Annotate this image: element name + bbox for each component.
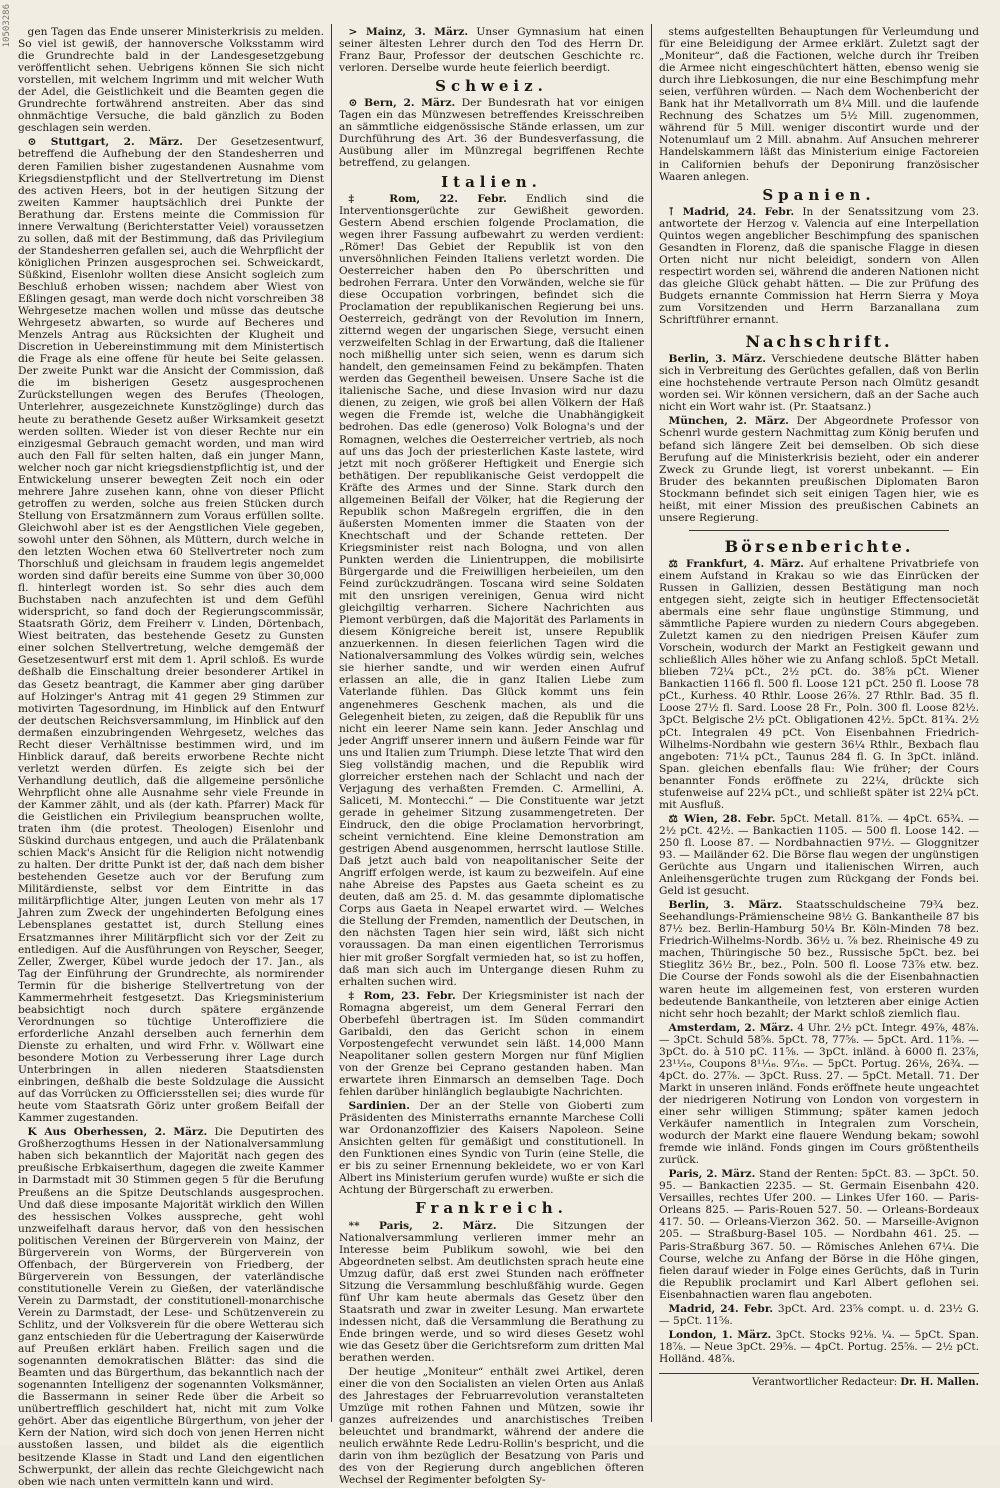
article-text: Der Bundesrath hat vor einigen Tagen ein das Münzwesen betreffendes Kreisschreiben an sämmtliche eidgenössische Stände erlassen, um zur Durchführung des Art. 36 der Bundesverfassung, die Ausübung aller im Münzregal begriffenen Rechte betreffend, zu gelangen. [339,97,644,170]
section-heading-boersenberichte: Börsenberichte. [724,536,914,556]
section-heading-nachschrift: Nachschrift. [745,332,893,352]
article-paragraph [339,1220,644,1365]
dateline: Berlin, 3. März. [668,899,783,912]
article-text: In der Senatssitzung vom 23. antwortete der Herzog v. Valencia auf eine Interpellation Quintos wegen angeblicher Beschimpfung des spanischen Gesandten in Florenz, daß die spanische Flagge in diesen Orten nicht nur nicht beleidigt, sondern von Allen respectirt worden sei, während die anderen Nationen nicht das gleiche Glück gehabt hätten. — Die zur Prüfung des Budgets ernannte Commission hat Herrn Sierra y Moya zum Vorsitzenden und Herrn Barzanallana zum Schriftführer ernannt. [659,205,979,327]
section-heading-frankreich: Frankreich. [415,1199,568,1218]
article-text: Die Sitzungen der Nationalversammlung verlieren immer mehr an Interesse beim Publikum sowohl, wie bei den Abgeordneten selbst. Am deutlichsten sprach heute eine Umzug dafür, daß erst zwei Stunden nach eröffneter Sitzung die Versammlung beschlußfähig wurde. Gegen fünf Uhr kam heute abermals das Gesetz über den Staatsrath und zwar in zweiter Lesung. Man erwartete indessen nicht, daß die Versammlung die Berathung zu Ende bringen werde, und so wird dieses Gesetz wohl wie das Gesetz über die Gerichtsreform zum dritten Mal berathen werden. [339,1219,644,1365]
article-paragraph [659,1168,979,1301]
section-heading-spanien: Spanien. [762,185,876,204]
article-paragraph [339,97,644,169]
article-paragraph [659,1022,979,1167]
article-text: 5pCt. Metall. 81⅞. — 4pCt. 65¾. — 2½ pCt. 42½. — Bankactien 1105. — 500 fl. Loose 142. — 250 fl. Loose 87. — Nordbahnactien 97½. — Gloggnitzer 93. — Mailänder 62. Die Börse flau wegen der ungünstigen Gerüchte aus Ungarn und italienischen Wirren, auch Anleihensgerüchte trugen zum Rückgang der Fonds bei. Geld ist gesucht. [659,812,979,898]
dateline: ⊙ Stuttgart, 2. März. [27,136,183,149]
dateline: ‡ Rom, 22. Febr. [348,192,507,205]
column-3 [659,26,979,1422]
article-paragraph [339,990,644,1098]
dateline: München, 2. März. [668,415,789,428]
article-paragraph [659,206,979,326]
dateline: ⊺ Madrid, 24. Febr. [668,205,795,218]
signature-label: Verantwortlicher Redacteur: [752,1376,898,1388]
dateline: Madrid, 24. Febr. [668,1302,774,1315]
dateline: ⚖ Frankfurt, 4. März. [668,557,804,570]
article-paragraph [659,558,979,811]
dateline: Sardinien. [348,1100,410,1113]
column-2 [339,26,644,1487]
dateline: ⊙ Bern, 2. März. [348,97,456,110]
dateline: ⚖ Wien, 28. Febr. [668,812,776,825]
article-paragraph [659,415,979,523]
article-paragraph [339,1100,644,1196]
article-text: 3pCt. Stocks 92⅛. ¼. — 5pCt. Span. 18⅞. — Neue 3pCt. 29⅝. — 4pCt. Portug. 25⅝. — 2½ pCt. Holländ. 48⅞. [659,1328,979,1365]
article-text: Verschiedene deutsche Blätter haben sich in Verbreitung des Gerüchtes gefallen, daß von Berlin eine hochstehende vertraute Person nach Olmütz gesandt worden sei. Wir können versichern, daß an der Sache auch nicht ein Wort wahr ist. (Pr. Staatsanz.) [659,353,980,414]
article-text: 3pCt. Ard. 23⅝ compt. u. d. 23½ G. — 5pCt. 11⅝. [659,1302,979,1327]
dateline: Berlin, 3. März. [668,353,766,366]
article-paragraph [339,193,644,988]
scan-id: 10503286 [2,4,12,48]
article-paragraph: gen Tagen das Ende unserer Ministerkrisis zu melden. So viel ist gewiß, der hannoversche Volksstamm wird die Grundrechte bald in der Landesgesetzgebung veröffentlicht sehen. Uebrigens können Sie sich nicht vorstellen, mit welchem Ingrimm und mit welcher Wuth der Adel, die Geistlichkeit und die Beamten gegen die Grundrechte fortwährend anstreiten. Aber das sind ohnmächtige Versuche, die bald gänzlich zu Boden geschlagen sein werden. [18,26,324,135]
article-text: Staatsschuldscheine 79¾ bez. Seehandlungs-Prämienscheine 98½ G. Bankantheile 87 bis 87½ bez. Berlin-Hamburg 50¼ Br. Köln-Minden 78 bez. Friedrich-Wilhelms-Nordb. 36½ u. ⅞ bez. Rheinische 49 zu machen, Thüringische 50 bez., Russische 5pCt. bez. bei Stieglitz 36½ Br., bez., Poln. 500 fl. Loose 73⅞ etw. bez. Die Course der Fonds sowohl als die der Eisenbahnactien waren heute im allgemeinen fest, von ersteren wurden bedeutende Bankantheile, von letzteren aber einige Actien nicht sehr hoch bezahlt; der Markt schloß ziemlich flau. [659,899,979,1020]
article-paragraph [18,1126,324,1487]
column-1 [18,26,324,1488]
signature-name: Dr. H. Mallen. [900,1376,979,1388]
article-text: Auf erhaltene Privatbriefe von einem Aufstand in Krakau so wie das Einrücken der Russen in Gallizien, dessen Bestätigung man noch entgegen sieht, zeigte sich in heutiger Effectensocietät abermals eine sehr flaue ungünstige Stimmung, und sämmtliche Papiere wurden zu niedern Cours abgegeben. Zuletzt kamen zu den niedrigen Preisen Käufer zum Vorschein, wodurch der Markt an Festigkeit gewann und schließlich Alles höher wie zu Anfang schloß. 5pCt Metall. blieben 72¼ pCt., 2½ pCt. do. 38⅝ pCt. Wiener Bankactien 1166 fl. 500 fl. Loose 121 pCt. 250 fl. Loose 78 pCt., Kurhess. 40 Rthlr. Loose 26⅞. 27 Rthlr. Bad. 35 fl. Loose 27½ fl. Sard. Loose 28 Fr., Poln. 300 fl. Loose 82½. 3pCt. Belgische 2½ pCt. Obligationen 42½. 5pCt. 81¾. 2½ pCt. Integralen 49 pCt. Von Eisenbahnen Friedrich-Wilhelms-Nordbahn wie gestern 36¼ Rthlr., Bexbach flau angeboten: 71¼ pCt., Taunus 284 fl. G. In 3pCt. inländ. Span. gleichen ebenfalls flau: Wie früher; der Cours benannter Fonds eröffnete zu 22¼, drückte sich stufenweise auf 22¼ pCt., und schließt später ist 22¼ pCt. mit Ausfluß. [659,557,979,811]
dateline: Paris, 2. März. [668,1168,756,1181]
article-text: 4 Uhr. 2½ pCt. Integr. 49⅞, 48⅞. — 3pCt. Schuld 58⅝. 5pCt. 78, 77⅝. — 5pCt. Ard. 11⅝. — 3pCt. do. à 510 pC. 11⅝. — 3pCt. inländ. à 6000 fl. 23⅞, 23¹¹⁄₁₆, Coupons 8¹¹⁄₁₆. 9⁷⁄₁₆. — 5pCt. Portug. 26⅛, 26¾. — 4pCt. do. 27⅞. — 3pCt. Russ. 27. — 5pCt. Metall. 71. Der Markt in unseren inländ. Fonds eröffnete heute ungeachtet der niedrigeren Notirung von London von vorgestern in einer sehr willigen Stimmung; später kamen jedoch Verkäufer namentlich in Integralen zum Vorschein, wodurch der Markt eine flauere Wendung bekam; sowohl fremde wie inländ. Fonds gingen im Cours größtentheils zurück. [659,1021,979,1167]
article-paragraph [339,26,644,74]
article-paragraph [659,1303,979,1327]
article-paragraph [18,136,324,1124]
dateline: Amsterdam, 2. März. [668,1021,794,1034]
article-paragraph: Der heutige „Moniteur“ enthält zwei Artikel, deren einer die von den Socialisten an vielen Orten aus Anlaß des Jahrestages der Februarrevolution veranstalteten Umzüge mit rothen Fahnen und Mützen, sowie ihr ganzes aufreizendes und anarchistisches Treiben beleuchtet und brandmarkt, während der andere die neulich erwähnte Rede Ledru-Rollin's bespricht, und die darin von ihm bezüglich der Besatzung von Paris und des von der Regierung durch angeblichen öfteren Wechsel der Regimenter befolgten Sy- [339,1366,644,1487]
column-rule [331,24,332,1422]
column-rule [651,24,652,1422]
dateline: London, 1. März. [668,1328,772,1341]
article-text: Der an der Stelle von Gioberti zum Präsidenten des Ministerraths ernannte Marchese Colli war Ordonanzoffizier des Kaisers Napoleon. Seine Ansichten gelten für gemäßigt und constitutionell. In den Funktionen eines Syndic von Turin (eine Stelle, die er bis zu seiner Ernennung bekleidete, wo er von Karl Albert ins Ministerium gerufen wurde) wußte er sich die Achtung der Bürgerschaft zu erwerben. [339,1100,644,1197]
article-paragraph [659,1329,979,1365]
article-paragraph [659,813,979,897]
article-paragraph: stems aufgestellten Behauptungen für Verleumdung und für eine Beleidigung der Armee erklärt. Zuletzt sagt der „Moniteur“, daß die Factionen, welche durch ihr Treiben die Armee nicht eingeschüchtert hätten, ebenso wenig sie durch ihre Liebkosungen, die nur eine Beschimpfung mehr seien, verführen würden. — Nach dem Wochenbericht der Bank hat ihr Metallvorrath um 8¼ Mill. und die laufende Rechnung des Schatzes um 5½ Mill. zugenommen, während für 5 Mill. weniger discontirt wurde und der Notenumlauf um 2 Mill. abnahm. Auf Ansuchen mehrerer Handelskammern läßt das Ministerium einige Factoreien in Californien behufs der Deponirung französischer Waaren anlegen. [659,26,979,183]
dateline: ** Paris, 2. März. [348,1219,497,1232]
article-text: Die Deputirten des Großherzogthums Hessen in der Nationalversammlung haben sich bekanntlich der Majorität nach gegen des preußische Erbkaiserthum, dagegen die zweite Kammer in Darmstadt mit 30 Stimmen gegen 5 für die Berufung Preußens an die Spitze Deutschlands ausgesprochen. Und daß diese imposante Majorität wirklich den Willen des hessischen Volkes ausspreche, geht wohl unzweifelhaft daraus hervor, daß von den hessischen politischen Vereinen der Bürgerverein von Mainz, der Bürgerverein von Worms, der Bürgerverein von Offenbach, der Bürgerverein von Friedberg, der Bürgerverein von Bessungen, der vaterländische constitutionelle Verein zu Gießen, der vaterländische Verein zu Darmstadt, der constitutionell-monarchische Verein zu Darmstadt, der Lese- und Schützenverein zu Schlitz, und der Volksverein für die obere Wetterau sich ganz entschieden für die Uebertragung der Kaiserwürde auf Preußen erklärt haben. Freilich sagen und die sogenannten demokratischen Blätter: das sind die Beamten und das Bürgerthum, das bekanntlich nach der sogenannten Intelligenz der sogenannten Volksmänner, die Bassermann in seiner Rede über die Arbeit so unübertrefflich geschildert hat, nicht mit zum Volke gehört. Aber das eigentliche Bürgerthum, von jeher der Kern der Nation, wird sich doch von jenen Herren nicht ausstoßen lassen, und bildet als die eigentlich besitzende Klasse in Stadt und Land den eigentlichen Schwerpunkt, der allein das rechte Gleichgewicht nach oben wie nach unten vermitteln kann und wird. [18,1126,324,1488]
divider [689,530,949,531]
article-text: Der Kriegsminister ist nach der Romagna abgereist, um dem General Ferrari den Oberbefehl übertragen ist. Im Süden commandirt Garibaldi, den das Gericht schon in einem Vorpostengefecht verwundet sein läßt. 14,000 Mann Neapolitaner sollen gestern Morgen nur fünf Miglien von der Grenze bei Ceprano gestanden haben. Man erwartete ihren Einmarsch an demselben Tage. Doch fehlen darüber hinlänglich beglaubigte Nachrichten. [339,989,644,1099]
article-text: Endlich sind die Interventionsgerüchte zur Gewißheit geworden. Gestern Abend erschien folgende Proclamation, die wegen ihrer Fassung aufbewahrt zu werden verdient: „Römer! Das Gebiet der Republik ist von den unversöhnlichen Feinden Italiens verletzt worden. Die Oesterreicher haben den Po überschritten und bedrohen Ferrara. Unter den Vorwänden, welche sie für diese Occupation vorbringen, befindet sich die Proclamation der republikanischen Regierung bei uns. Oesterreich, gedrängt von der Revolution im Innern, zitternd wegen der ungarischen Siege, versucht einen verzweifelten Schlag in der Erwartung, daß die Italiener noch mißhellig unter sich seien, wenn es darum sich handelt, den gemeinsamen Feind zu bekämpfen. Thaten werden das Gegentheil beweisen. Unsere Sache ist die italienische Sache, und diese Invasion wird nur dazu dienen, zu zeigen, wie groß bei allen Völkern der Haß wegen die Fremde ist, welche die Unabhängigkeit bedrohen. Das edle (generoso) Volk Bologna's und der Romagnen, welches die Oesterreicher vertrieb, als noch auf uns das Joch der priesterlichen Kaste lastete, wird jetzt mit noch größerer Heftigkeit und Energie sich bethätigen. Der republikanische Geist verdoppelt die Kräfte des Armes und der Sinne. Stark durch den allgemeinen Beifall der Völker, hat die Regierung der Republik schon Maßregeln ergriffen, die in den äußersten Momenten immer die Staaten von der Knechtschaft und der Schande retteten. Der Kriegsminister reist nach Bologna, und von allen Punkten werden die Linientruppen, die mobilisirte Bürgergarde und die Freiwilligen herbeieilen, um den Feind zurückzudrängen. Toscana wird seine Soldaten mit den unsrigen vereinigen, Genua wird nicht gleichgiltig verharren. Sichere Nachrichten aus Piemont verbürgen, daß die Majorität des Parlaments in diesem Königreiche bereit ist, unsere Republik anzuerkennen. In diesen feierlichen Tagen wird die Nationalversammlung des Volkes würdig sein, welches sie hierher sandte, und wir werden einen Aufruf erlassen an alle, die in ganz Italien Liebe zum Vaterlande fühlen. Das Glück kommt uns fein angenehmeres Geschenk machen, als und die Gelegenheit bieten, zu zeigen, daß die Republik für uns nicht ein leerer Name sein kann. Jeder Anschlag und jeder Angriff unserer innern und äußern Feinde war für uns und Italien zum Triumph. Diese letzte That wird den Sieg vollständig machen, und die Republik wird glorreicher erstehen nach der Schlacht und nach der Verjagung des verhaßten Fremden. C. Armellini, A. Saliceti, M. Montecchi.“ — Die Constituente war jetzt gerade in geheimer Sitzung zusammengetreten. Der Eindruck, den die obige Proclamation hervorbringt, scheint vernichtend. Eine kleine Demonstration am gestrigen Abend ausgenommen, herrscht lautlose Stille. Daß jetzt auch bald von neapolitanischer Seite der Angriff erfolgen werde, ist kaum zu bezweifeln. Auf eine nahe Abreise des Papstes aus Gaeta scheint es zu deuten, daß am 25. d. M. das gesammte diplomatische Corps aus Gaeta in Neapel erwartet wird. — Welches die Stellung der Fremden, namentlich der Deutschen, in den nächsten Tagen hier sein wird, läßt sich nicht voraussagen. Da man einen eigentlichen Terrorismus hier mit großer Sorgfalt vermieden hat, so ist zu hoffen, daß man sich auch im Untergange diesen Ruhm zu erhalten suchen wird. [339,192,644,988]
article-text: Stand der Renten: 5pCt. 83. — 3pCt. 50. 95. — Bankactien 2235. — St. Germain Eisenbahn 420. Versailles, rechtes Ufer 200. — Linkes Ufer 160. — Paris-Orleans 825. — Paris-Rouen 527. 50. — Orleans-Bordeaux 417. 50. — Orleans-Vierzon 362. 50. — Marseille-Avignon 205. — Straßburg-Basel 105. — Nordbahn 461. 25. — Paris-Straßburg 367. 50. — Römisches Anlehen 67¼. Die Course, welche zu Anfang der Börse in die Höhe gingen, fielen darauf wieder in Folge eines Gerüchts, daß in Turin die Republik proclamirt und Karl Albert geflohen sei. Eisenbahnactien waren flau angeboten. [659,1168,979,1301]
section-heading-italien: Italien. [441,172,542,191]
article-paragraph [659,353,979,413]
dateline: K Aus Oberhessen, 2. März. [27,1126,208,1139]
editor-signature [659,1373,979,1389]
dateline: ‡ Rom, 23. Febr. [348,989,456,1002]
article-paragraph [659,899,979,1019]
article-text: Der Abgeordnete Professor von Schenrl wurde gestern Nachmittag zum König berufen und befand sich längere Zeit bei demselben. Ob sich diese Berufung auf die Ministerkrisis bezieht, oder ein anderer Zweck zu Grunde liegt, ist vorerst unbekannt. — Ein Bruder des bekannten preußischen Diplomaten Baron Stockmann befindet sich seit einigen Tagen hier, wie es heißt, mit einer Mission des preußischen Cabinets an unsere Regierung. [659,415,979,524]
article-text: Unser Gymnasium hat einen seiner ältesten Lehrer durch den Tod des Herrn Dr. Franz Baur, Professor der deutschen Geschichte rc. verloren. Derselbe wurde heute feierlich beerdigt. [339,26,644,75]
article-text: Der Gesetzesentwurf, betreffend die Aufhebung der den Standesherren und deren Familien bisher zugestandenen Ausnahme vom Kriegsdienstpflicht und der Stellvertretung im Dienst des activen Heers, bot in der heutigen Sitzung der zweiten Kammer hauptsächlich drei Punkte der Berathung dar. Erstens meinte die Commission für innere Verwaltung (Berichterstatter Veiel) voraussetzen zu sollen, daß mit der Bestimmung, daß das Privilegium der Standesherren gefallen sei, auch die Wehrpflicht der königlichen Prinzen ausgesprochen sei. Schweickardt, Süßkind, Eisenlohr wollten diese Ansicht sogleich zum Beschluß erhoben wissen; nachdem aber Wiest von Eßlingen gesagt, man werde doch nicht vorschreiben 38 Wehrgesetze machen wollen und müsse das deutsche Wehrgesetz abwarten, so wurde auf Becheres und Menzels Antrag aus Rücksichten der Klugheit und Discretion in Uebereinstimmung mit dem Ministertisch die Frage als eine offene für heute bei Seite gelassen. Der zweite Punkt war die Ansicht der Commission, daß die im bisherigen Gesetz ausgesprochenen Zurückstellungen wegen des Berufes (Theologen, Unterlehrer, ausgezeichnete Kunstzöglinge) durch das heute zu berathende Gesetz außer Wirksamkeit gesetzt werden sollten. Wieder ist von dieser Rechte nur ein einzigesmal Gebrauch gemacht worden, und man wird auch den Fall für selten halten, daß ein junger Mann, welcher noch gar nicht kriegsdienstpflichtig ist, und der Entwickelung unserer bewegten Zeit noch ein oder mehrere Jahre zusehen kann, ohne von dieser Pflicht getroffen zu werden, solche aus freien Stücken durch Stellung von Ersatzmännern zum Voraus erfüllen sollte. Gleichwohl aber ist es der Aengstlichen Viele gegeben, sowohl unter den Söhnen, als Müttern, durch welche in den letzten Wochen etwa 60 Stellvertreter noch zum Thorschluß und gleichsam in fraudem legis angemeldet worden sind dafür bereits eine Summe von über 30,000 fl. hinterlegt worden ist. So sehr dies auch dem Buchstaben nach anzufechten ist und dem Gefühl widerspricht, so fand doch der Regierungscommissär, Staatsrath Göriz, dem Freiherr v. Linden, Dörtenbach, Wiest beitraten, das bestehende Gesetz zu Gunsten einer solchen Stellvertretung, welche demgemäß der Gesetzesentwurf erst mit dem 1. April schloß. Es wurde deßhalb die Einschaltung dreier besonderer Artikel in das Gesetz beantragt, die Kammer aber ging darüber auf Holzinger's Antrag mit 41 gegen 29 Stimmen zur motivirten Tagesordnung, im Hinblick auf den Entwurf der deutschen Reichsversammlung, im Hinblick auf den dermaßen einzubringenden Wehrgesetz, welches das Recht dieser Verhältnisse bestimmen wird, und im Hinblick darauf, daß bereits erworbene Rechte nicht verletzt werden dürfen. Es zeigte sich bei der Verhandlung deutlich, daß die allgemeine persönliche Wehrpflicht ohne alle Ausnahme sehr viele Freunde in der Kammer zählt, und als (der kath. Pfarrer) Mack für die Geistlichen ein Privilegium beanspruchen wollte, traten ihm (die protest. Theologen) Eisenlohr und Süskind durchaus entgegen, und auch die Prälatenbank schien Mack's Ansicht für die Religion nicht notwendig zu halten. Der dritte Punkt ist der, daß nach dem bisher bestehenden Gesetze auch vor der Berufung zum Militärdienste, selbst vor dem Eintritte in das militärpflichtige Alter, jungen Leuten von mehr als 17 Jahren zum Zweck der ungehinderten Befolgung eines Lebensplanes gestattet ist, durch Stellung eines Ersatzmannes ihrer Militärpflicht sich vor der Zeit zu entledigen. Auf die Ausführungen von Reyscher, Seeger, Zeller, Zwerger, Kübel wurde jedoch der 17. Jan., als Tag der Einführung der Grundrechte, als normirender Termin für die bisherige Stellvertretung von der Kammermehrheit festgesetzt. Das Kriegsministerium beabsichtigt noch durch spätere ergänzende Verordnungen so tüchtige Unteroffiziere die erforderliche Anzahl derselben auch fernerhin dem Dienste zu erhalten, und wird Frhr. v. Wöllwart eine besondere Motion zu Verbesserung ihrer Lage durch Unterbringen in allen niederen Staatsdiensten einbringen, deßhalb die beste Soldzulage die Aussicht auf das Vorrücken zu Officiersstellen sei; dies wurde für heute vom Staatsrath Göriz unter großem Beifall der Kammer zugestanden. [18,136,324,1125]
section-heading-schweiz: Schweiz. [435,77,548,96]
dateline: > Mainz, 3. März. [348,26,469,38]
